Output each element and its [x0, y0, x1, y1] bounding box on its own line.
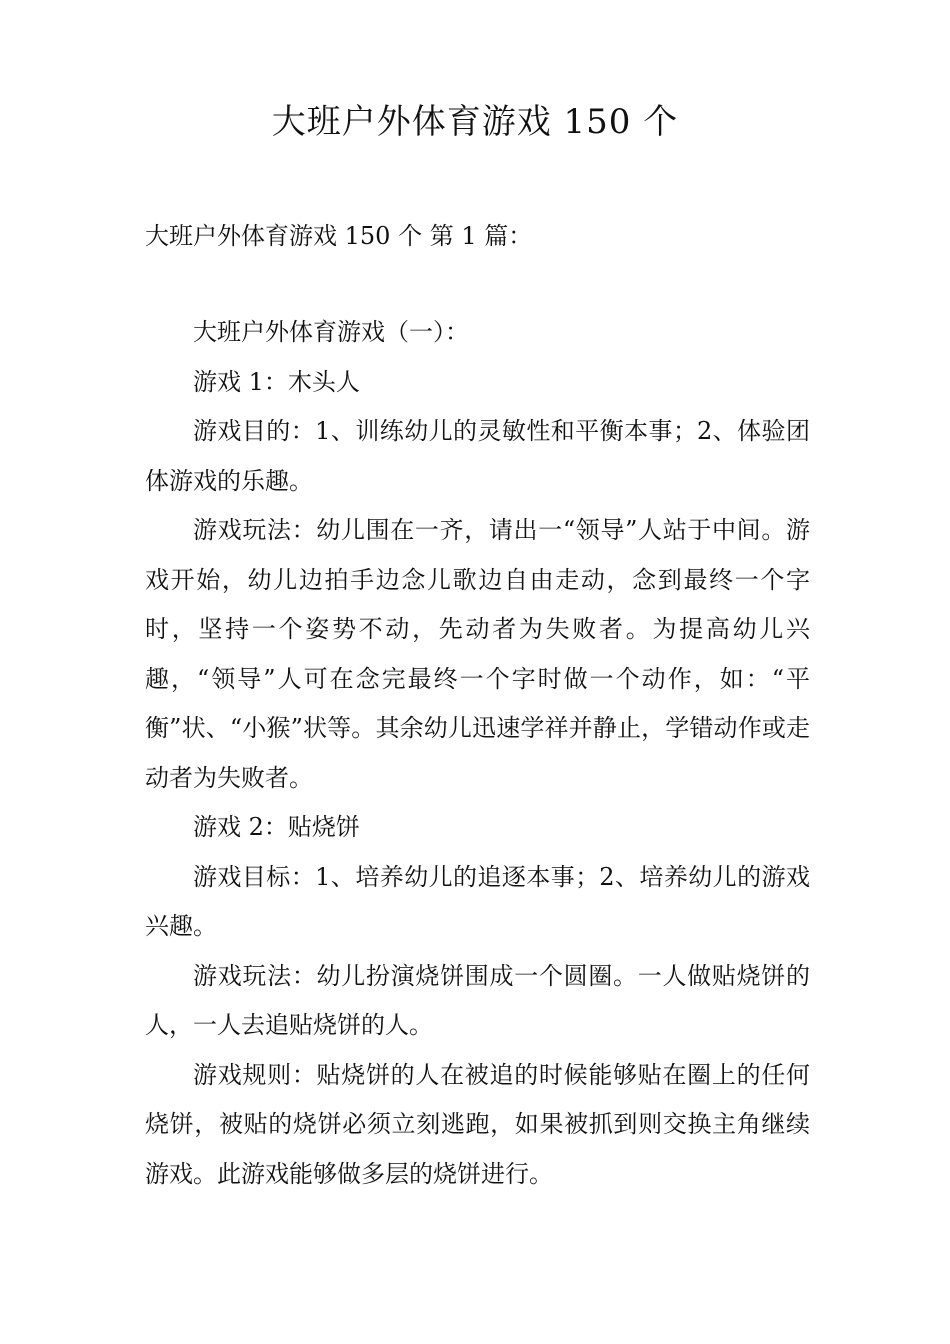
paragraph-game1-title: 游戏 1：木头人 — [193, 367, 360, 396]
document-title: 大班户外体育游戏 150 个 — [271, 102, 679, 142]
paragraph-game1-play: 游戏玩法：幼儿围在一齐，请出一“领导”人站于中间。游戏开始，幼儿边拍手边念儿歌边自由走动，念到最终一个字时，坚持一个姿势不动，先动者为失败者。为提高幼儿兴趣，“领导”人可在念完最终一个字时做一个动作，如：“平衡”状、“小猴”状等。其余幼儿迅速学祥并静止，学错动作或走动者为失败者。 — [145, 516, 810, 792]
paragraph-game2-goal: 游戏目标：1、培养幼儿的追逐本事；2、培养幼儿的游戏兴趣。 — [145, 862, 810, 940]
paragraph-game2-rules: 游戏规则：贴烧饼的人在被追的时候能够贴在圈上的任何烧饼，被贴的烧饼必须立刻逃跑，如果被抓到则交换主角继续游戏。此游戏能够做多层的烧饼进行。 — [145, 1060, 810, 1188]
paragraph-game2-title: 游戏 2：贴烧饼 — [193, 813, 360, 841]
document-body — [145, 308, 810, 1199]
paragraph-game2-play: 游戏玩法：幼儿扮演烧饼围成一个圆圈。一人做贴烧饼的人，一人去追贴烧饼的人。 — [145, 961, 810, 1039]
paragraph-subtitle: 大班户外体育游戏（一）： — [193, 318, 469, 346]
section-heading: 大班户外体育游戏 150 个 第 1 篇： — [145, 222, 533, 250]
paragraph-game1-goal: 游戏目的：1、训练幼儿的灵敏性和平衡本事；2、体验团体游戏的乐趣。 — [145, 417, 810, 495]
